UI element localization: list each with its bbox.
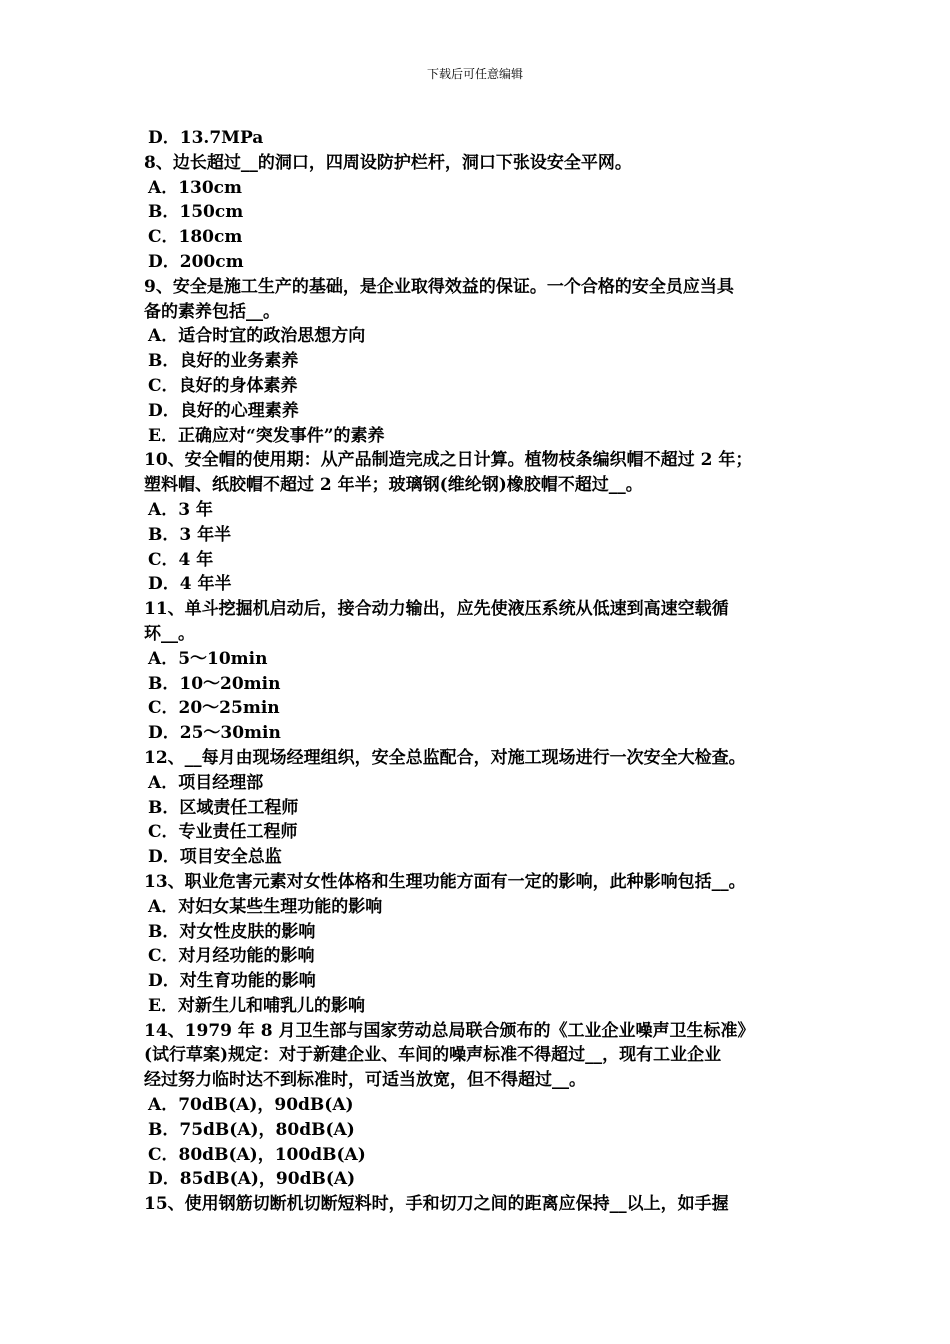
answer-option: A．5～10min (148, 648, 268, 669)
answer-option: C．4 年 (148, 549, 214, 570)
answer-option: A．项目经理部 (148, 772, 264, 793)
answer-option: A．70dB(A)，90dB(A) (148, 1095, 354, 1116)
answer-option: D．85dB(A)，90dB(A) (148, 1169, 356, 1190)
question-text: 13、职业危害元素对女性体格和生理功能方面有一定的影响，此种影响包括__。 (144, 871, 746, 892)
answer-option: B．75dB(A)，80dB(A) (148, 1119, 355, 1140)
answer-option: C．专业责任工程师 (148, 822, 298, 843)
answer-option: C．80dB(A)，100dB(A) (148, 1144, 366, 1165)
question-text: 11、单斗挖掘机启动后，接合动力输出，应先使液压系统从低速到高速空载循 (144, 599, 729, 620)
question-text: 14、1979 年 8 月卫生部与国家劳动总局联合颁布的《工业企业噪声卫生标准》 (144, 1020, 755, 1041)
answer-option: D．良好的心理素养 (148, 400, 299, 421)
answer-option: D．项目安全总监 (148, 847, 282, 868)
page-header: 下载后可任意编辑 (426, 67, 523, 81)
answer-option: A．130cm (148, 177, 243, 198)
question-text: 15、使用钢筋切断机切断短料时，手和切刀之间的距离应保持__以上，如手握 (144, 1194, 729, 1215)
question-text: 环__。 (144, 623, 195, 644)
answer-option: B．10～20min (148, 673, 281, 694)
answer-option: B．区域责任工程师 (148, 797, 299, 818)
question-text: 塑料帽、纸胶帽不超过 2 年半；玻璃钢(维纶钢)橡胶帽不超过__。 (144, 475, 643, 496)
answer-option: C．对月经功能的影响 (148, 946, 315, 967)
answer-option: B．3 年半 (148, 524, 232, 545)
question-text: 备的素养包括__。 (144, 301, 280, 322)
answer-option: E．对新生儿和哺乳儿的影响 (148, 995, 365, 1016)
answer-option: A．3 年 (148, 499, 213, 520)
answer-option: B．150cm (148, 202, 244, 223)
answer-option: D．25～30min (148, 723, 281, 744)
answer-option: A．适合时宜的政治思想方向 (148, 326, 366, 347)
answer-option: C．180cm (148, 227, 243, 248)
answer-option: B．良好的业务素养 (148, 351, 299, 372)
answer-option: D．对生育功能的影响 (148, 971, 316, 992)
question-text: 12、__每月由现场经理组织，安全总监配合，对施工现场进行一次安全大检查。 (144, 747, 746, 768)
answer-option: D．13.7MPa (148, 128, 264, 148)
answer-option: E．正确应对“突发事件”的素养 (148, 425, 385, 446)
answer-option: D．200cm (148, 251, 244, 272)
answer-option: C．20～25min (148, 698, 280, 719)
question-text: 8、边长超过__的洞口，四周设防护栏杆，洞口下张设安全平网。 (144, 152, 632, 173)
answer-option: A．对妇女某些生理功能的影响 (148, 896, 383, 917)
answer-option: D．4 年半 (148, 574, 232, 595)
question-text: (试行草案)规定：对于新建企业、车间的噪声标准不得超过__，现有工业企业 (144, 1045, 722, 1066)
question-text: 10、安全帽的使用期：从产品制造完成之日计算。植物枝条编织帽不超过 2 年； (144, 450, 753, 471)
answer-option: C．良好的身体素养 (148, 375, 298, 396)
document-body (144, 126, 816, 1217)
answer-option: B．对女性皮肤的影响 (148, 921, 316, 942)
question-text: 经过努力临时达不到标准时，可适当放宽，但不得超过__。 (144, 1070, 586, 1091)
question-text: 9、安全是施工生产的基础，是企业取得效益的保证。一个合格的安全员应当具 (144, 276, 734, 297)
